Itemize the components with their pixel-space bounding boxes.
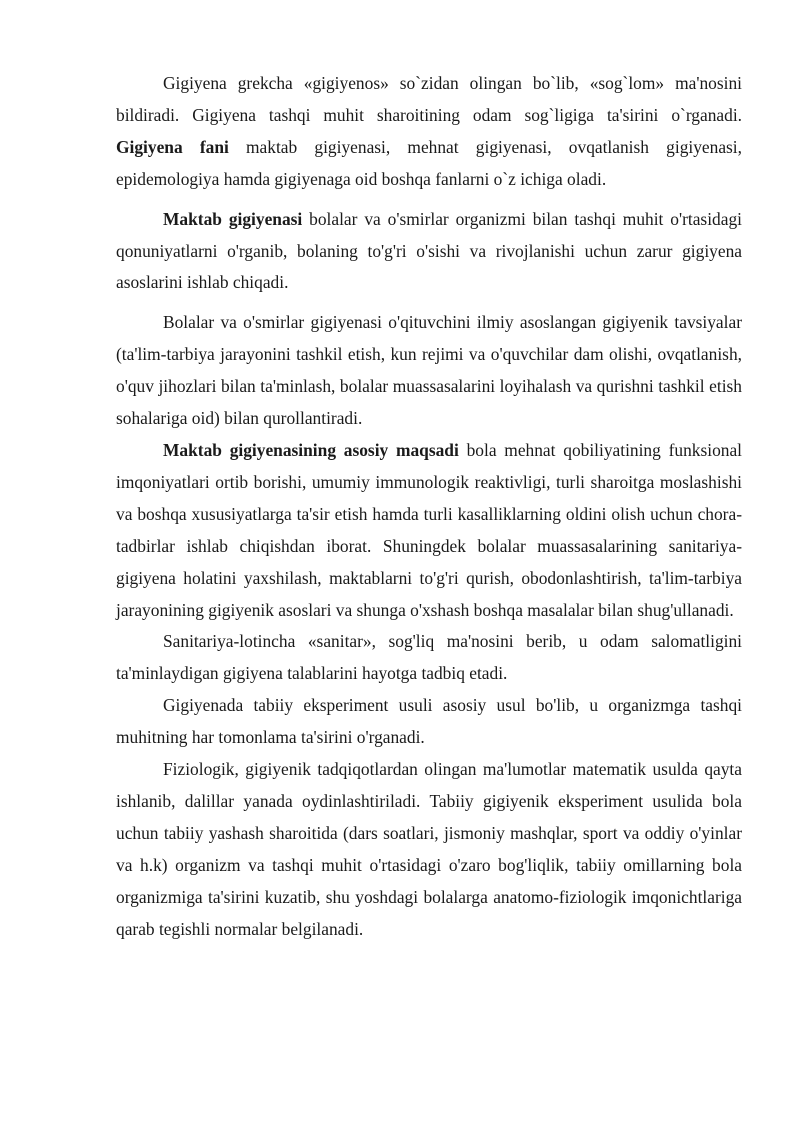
text-run: Gigiyenada tabiiy eksperiment usuli asosiy usul bo'lib, u organizmga tashqi muhitning har tomonlama ta'sirini o'rganadi.: [116, 695, 742, 748]
paragraph-eksperiment-usuli: [116, 690, 742, 754]
bold-term: Maktab gigiyenasi: [163, 208, 303, 229]
text-run: Bolalar va o'smirlar gigiyenasi o'qituvchini ilmiy asoslangan gigiyenik tavsiyalar (ta'lim-tarbiya jarayonini tashkil etish, kun rejimi va o'quvchilar dam olishi, ovqatlanish, o'quv jihozlari bilan ta'minlash, bolalar muassasalarini loyihalash va qurishni tashkil etish sohalariga oid) bilan qurollantiradi.: [116, 312, 742, 429]
paragraph-gigiyena-definition: [116, 68, 742, 196]
paragraph-sanitariya: [116, 626, 742, 690]
paragraph-maktab-gigiyenasi: [116, 204, 742, 300]
text-run: bolalar va o'smirlar organizmi bilan tashqi muhit o'rtasidagi qonuniyatlarni o'rganib, bolaning to'g'ri o'sishi va rivojlanishi uchun zarur gigiyena asoslarini ishlab chiqadi.: [116, 208, 742, 293]
text-run: Gigiyena grekcha «gigiyenos» so`zidan olingan bo`lib, «sog`lom» ma'nosini bildiradi. Gigiyena tashqi muhit sharoitining odam sog`ligiga ta'sirini o`rganadi.: [116, 73, 742, 125]
paragraph-fiziologik-tadqiqotlar: [116, 754, 742, 945]
document-page: [116, 68, 742, 945]
text-run: maktab gigiyenasi, mehnat gigiyenasi, ovqatlanish gigiyenasi, epidemologiya hamda gigiyenaga oid boshqa fanlarni o`z ichiga oladi.: [116, 136, 742, 189]
bold-term: Gigiyena fani: [116, 136, 229, 157]
text-run: Sanitariya-lotincha «sanitar», sog'liq ma'nosini berib, u odam salomatligini ta'minlaydigan gigiyena talablarini hayotga tadbiq etadi.: [116, 631, 742, 684]
paragraph-asosiy-maqsad: [116, 435, 742, 626]
text-run: Fiziologik, gigiyenik tadqiqotlardan olingan ma'lumotlar matematik usulda qayta ishlanib, dalillar yanada oydinlashtiriladi. Tabiiy gigiyenik eksperiment usulida bola uchun tabiiy yashash sharoitida (dars soatlari, jismoniy mashqlar, sport va oddiy o'yinlar va h.k) organizm va tashqi muhit o'rtasidagi o'zaro bog'liqlik, tabiiy omillarning bola organizmiga ta'sirini kuzatib, shu yoshdagi bolalarga anatomo-fiziologik imqonichtlariga qarab tegishli normalar belgilanadi.: [116, 759, 742, 939]
bold-term: Maktab gigiyenasining asosiy maqsadi: [163, 439, 459, 460]
paragraph-bolalar-gigiyenasi: [116, 307, 742, 435]
text-run: bola mehnat qobiliyatining funksional imqoniyatlari ortib borishi, umumiy immunologik reaktivligi, turli sharoitga moslashishi va boshqa xususiyatlarga ta'sir etish hamda turli kasalliklarning oldini olish uchun chora-tadbirlar ishlab chiqishdan iborat. Shuningdek bolalar muassasalarining sanitariya-gigiyena holatini yaxshilash, maktablarni to'g'ri qurish, obodonlashtirish, ta'lim-tarbiya jarayonining gigiyenik asoslari va shunga o'xshash boshqa masalalar bilan shug'ullanadi.: [116, 439, 743, 620]
